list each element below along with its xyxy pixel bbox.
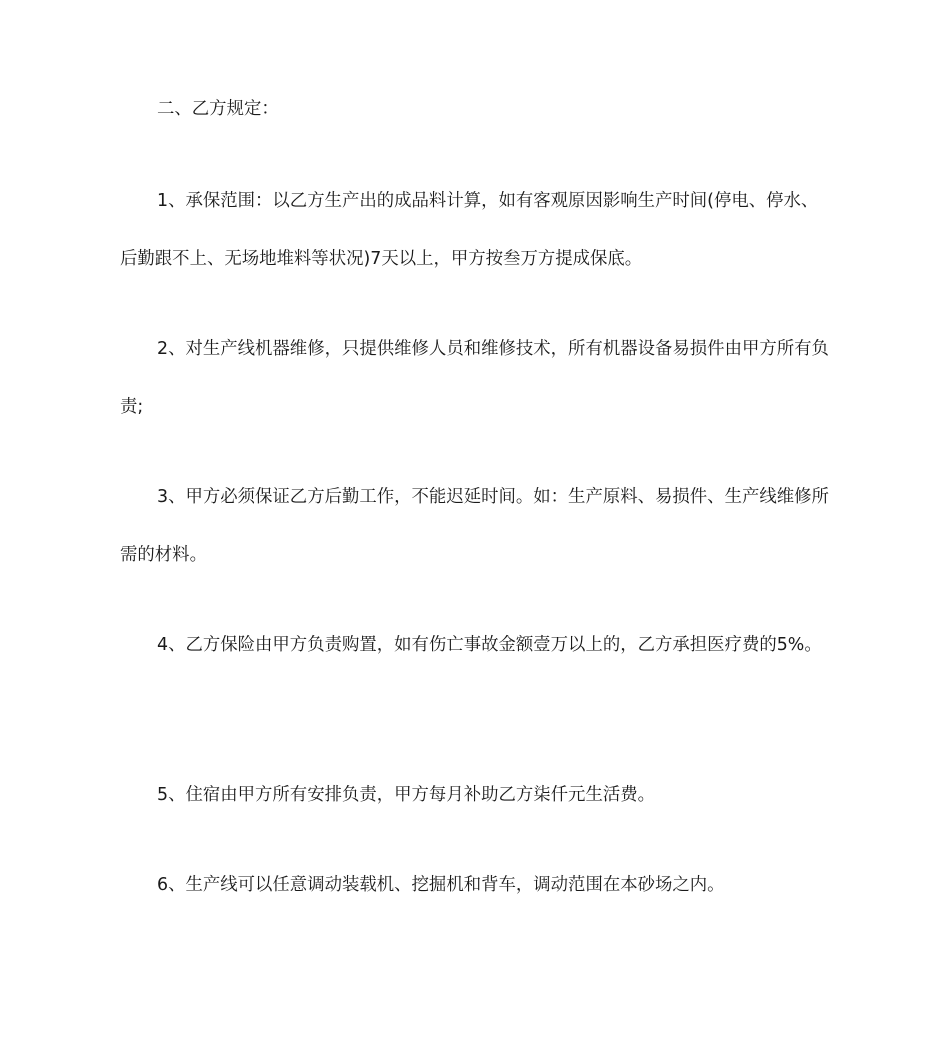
clause-2: 2、对生产线机器维修，只提供维修人员和维修技术，所有机器设备易损件由甲方所有负责; xyxy=(120,339,829,417)
clause-4: 4、乙方保险由甲方负责购置，如有伤亡事故金额壹万以上的，乙方承担医疗费的5%。 xyxy=(157,635,822,655)
section-heading: 二、乙方规定： xyxy=(157,99,279,119)
clause-6: 6、生产线可以任意调动装载机、挖掘机和背车，调动范围在本砂场之内。 xyxy=(157,875,725,895)
clause-1: 1、承保范围：以乙方生产出的成品料计算，如有客观原因影响生产时间(停电、停水、后勤跟不上、无场地堆料等状况)7天以上，甲方按叁万方提成保底。 xyxy=(120,191,819,269)
clause-5: 5、住宿由甲方所有安排负责，甲方每月补助乙方柒仟元生活费。 xyxy=(157,785,656,805)
clause-3: 3、甲方必须保证乙方后勤工作，不能迟延时间。如：生产原料、易损件、生产线维修所需的材料。 xyxy=(120,487,829,565)
